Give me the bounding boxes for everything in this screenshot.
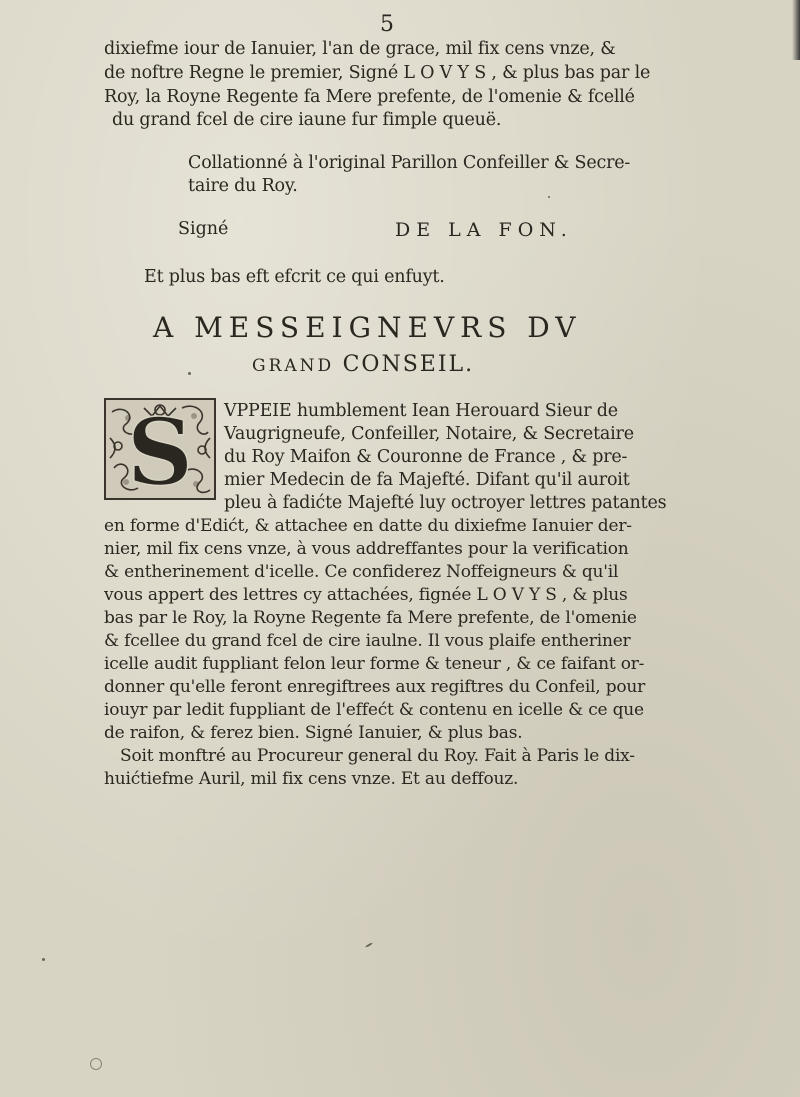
text-line: de noftre Regne le premier, Signé L O V Y S , & plus bas par le bbox=[104, 63, 651, 83]
petition-line: donner qu'elle feront enregiftrees aux regiftres du Confeil, pour bbox=[104, 677, 646, 697]
petition-line: du Roy Maifon & Couronne de France , & pre- bbox=[224, 447, 628, 467]
petition-line: en forme d'Edićt, & attachee en datte du dixiefme Ianuier der- bbox=[104, 516, 632, 536]
paper-mark bbox=[365, 942, 373, 948]
text-line: dixiefme iour de Ianuier, l'an de grace, mil fix cens vnze, & bbox=[104, 39, 616, 59]
paper-mark bbox=[548, 196, 550, 198]
petition-line: vous appert des lettres cy attachées, fignée L O V Y S , & plus bbox=[104, 585, 628, 605]
petition-line: & entherinement d'icelle. Ce confiderez Noffeigneurs & qu'il bbox=[104, 562, 619, 582]
petition-line: & fcellee du grand fcel de cire iaulne. Il vous plaife entheriner bbox=[104, 631, 631, 651]
signature-name: DE LA FON. bbox=[395, 219, 573, 241]
petition-line: pleu à fadićte Majefté luy octroyer lettres patantes bbox=[224, 493, 667, 513]
text-line: du grand fcel de cire iaune fur fimple queuë. bbox=[112, 110, 502, 130]
collation-line: taire du Roy. bbox=[188, 176, 298, 196]
ornamental-dropcap bbox=[104, 398, 216, 500]
paper-mark bbox=[90, 1058, 102, 1070]
petition-line: Vaugrigneufe, Confeiller, Notaire, & Secretaire bbox=[224, 424, 634, 444]
petition-line: de raifon, & ferez bien. Signé Ianuier, & plus bas. bbox=[104, 723, 523, 743]
signature-label: Signé bbox=[178, 219, 229, 239]
petition-line: iouyr par ledit fuppliant de l'effećt & contenu en icelle & ce que bbox=[104, 700, 644, 720]
petition-line: VPPEIE humblement Iean Herouard Sieur de bbox=[224, 401, 618, 421]
subheading-big: CONSEIL. bbox=[342, 352, 475, 377]
petition-line: mier Medecin de fa Majefté. Difant qu'il auroit bbox=[224, 470, 630, 490]
final-line: huićtiefme Auril, mil fix cens vnze. Et au deffouz. bbox=[104, 769, 519, 789]
page-number: 5 bbox=[380, 12, 394, 37]
text-line: Roy, la Royne Regente fa Mere prefente, de l'omenie & fcellé bbox=[104, 87, 635, 107]
petition-line: bas par le Roy, la Royne Regente fa Mere prefente, de l'omenie bbox=[104, 608, 637, 628]
petition-line: nier, mil fix cens vnze, à vous addreffantes pour la verification bbox=[104, 539, 629, 559]
paper-mark bbox=[188, 372, 191, 375]
final-line: Soit monftré au Procureur general du Roy. Fait à Paris le dix- bbox=[120, 746, 635, 766]
dropcap-letter: S bbox=[126, 398, 194, 500]
paper-mark bbox=[42, 958, 45, 961]
section-subheading bbox=[252, 352, 474, 377]
section-heading: A MESSEIGNEVRS DV bbox=[153, 311, 582, 344]
subheading-small: GRAND bbox=[252, 356, 335, 376]
petition-line: icelle audit fuppliant felon leur forme & teneur , & ce faifant or- bbox=[104, 654, 645, 674]
page-edge-shadow bbox=[792, 0, 800, 60]
et-plus-bas-line: Et plus bas eft efcrit ce qui enfuyt. bbox=[144, 267, 445, 287]
collation-line: Collationné à l'original Parillon Confeiller & Secre- bbox=[188, 153, 631, 173]
